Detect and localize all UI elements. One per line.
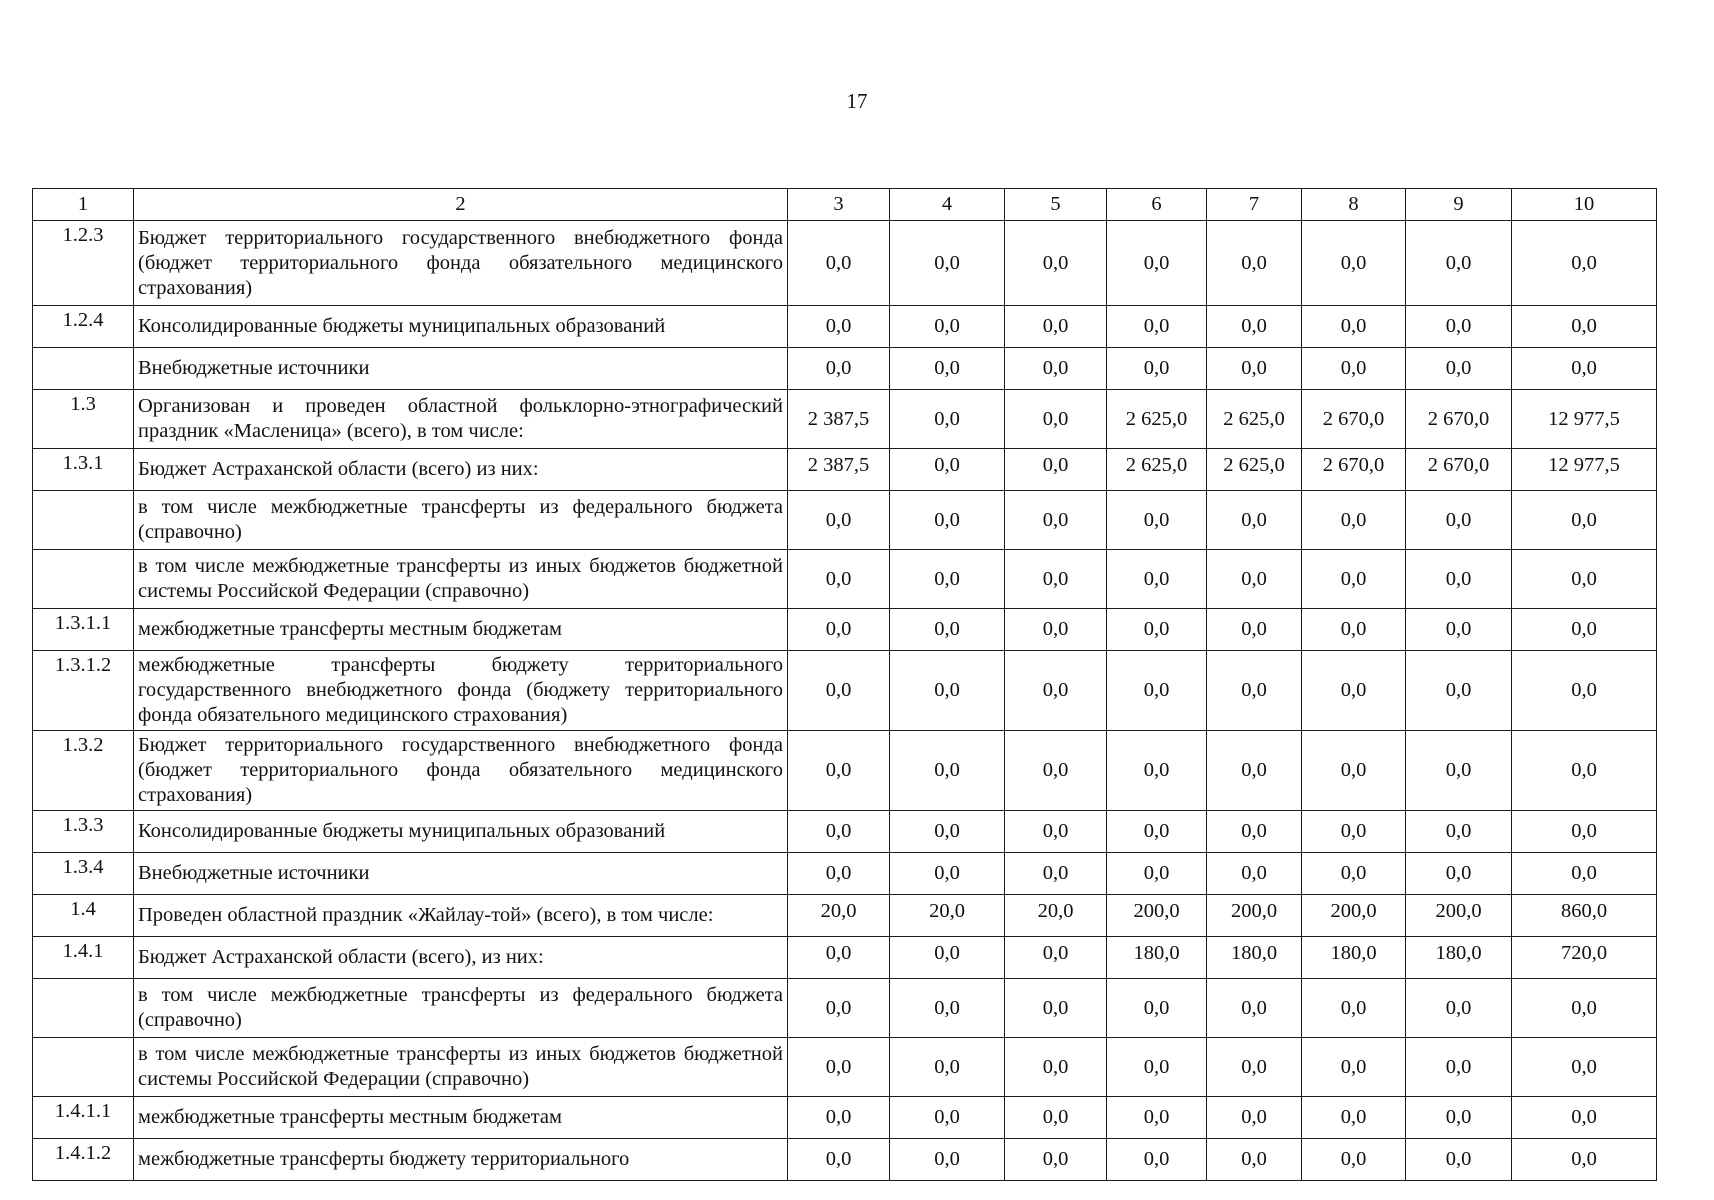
row-value: 2 387,5 (788, 449, 890, 491)
row-value: 0,0 (890, 853, 1005, 895)
row-name: в том числе межбюджетные трансферты из федерального бюджета (справочно) (134, 979, 788, 1038)
row-value: 0,0 (1512, 348, 1657, 390)
row-value: 0,0 (1207, 811, 1302, 853)
row-name: Бюджет территориального государственного внебюджетного фонда (бюджет территориального фонда обязательного медицинского страхования) (134, 221, 788, 306)
column-header: 2 (134, 189, 788, 221)
table-row (33, 651, 1657, 731)
row-code (33, 979, 134, 1038)
row-value: 2 625,0 (1207, 449, 1302, 491)
row-value: 12 977,5 (1512, 390, 1657, 449)
row-value: 0,0 (1207, 306, 1302, 348)
row-value: 180,0 (1207, 937, 1302, 979)
row-value: 0,0 (1302, 609, 1406, 651)
row-value: 0,0 (1207, 221, 1302, 306)
row-value: 0,0 (788, 1038, 890, 1097)
row-name: межбюджетные трансферты бюджету территориального государственного внебюджетного фонда (бюджету территориального фонда обязательного медицинского страхования) (134, 651, 788, 731)
row-value: 0,0 (1005, 1097, 1107, 1139)
row-value: 0,0 (1207, 491, 1302, 550)
row-name: Бюджет Астраханской области (всего) из них: (134, 449, 788, 491)
row-value: 0,0 (890, 979, 1005, 1038)
row-code: 1.3.4 (33, 853, 134, 895)
row-value: 0,0 (1406, 348, 1512, 390)
table-row (33, 731, 1657, 811)
row-value: 0,0 (1406, 811, 1512, 853)
table-row (33, 979, 1657, 1038)
row-value: 0,0 (788, 731, 890, 811)
row-value: 0,0 (1512, 221, 1657, 306)
row-value: 20,0 (1005, 895, 1107, 937)
table-row (33, 491, 1657, 550)
row-value: 0,0 (890, 731, 1005, 811)
row-value: 0,0 (1406, 651, 1512, 731)
row-value: 0,0 (1005, 979, 1107, 1038)
row-value: 0,0 (1107, 306, 1207, 348)
row-value: 0,0 (1107, 550, 1207, 609)
column-header: 7 (1207, 189, 1302, 221)
row-value: 20,0 (788, 895, 890, 937)
row-value: 0,0 (1207, 853, 1302, 895)
row-value: 2 387,5 (788, 390, 890, 449)
row-value: 0,0 (788, 348, 890, 390)
row-value: 0,0 (1107, 979, 1207, 1038)
row-value: 0,0 (1207, 1139, 1302, 1181)
row-value: 0,0 (1512, 1139, 1657, 1181)
row-value: 0,0 (1207, 979, 1302, 1038)
row-value: 0,0 (1207, 609, 1302, 651)
row-value: 0,0 (1302, 853, 1406, 895)
row-value: 0,0 (1512, 853, 1657, 895)
row-code: 1.4.1.1 (33, 1097, 134, 1139)
row-value: 0,0 (1512, 609, 1657, 651)
row-name: межбюджетные трансферты местным бюджетам (134, 1097, 788, 1139)
column-header: 9 (1406, 189, 1512, 221)
row-name: Проведен областной праздник «Жайлау-той» (всего), в том числе: (134, 895, 788, 937)
row-value: 200,0 (1406, 895, 1512, 937)
row-code (33, 1038, 134, 1097)
row-value: 0,0 (1005, 306, 1107, 348)
row-code: 1.4.1.2 (33, 1139, 134, 1181)
row-value: 0,0 (788, 306, 890, 348)
row-value: 0,0 (890, 937, 1005, 979)
row-value: 0,0 (1107, 811, 1207, 853)
table-row (33, 550, 1657, 609)
row-value: 0,0 (1406, 1038, 1512, 1097)
column-header: 6 (1107, 189, 1207, 221)
row-name: Бюджет территориального государственного внебюджетного фонда (бюджет территориального фонда обязательного медицинского страхования) (134, 731, 788, 811)
row-value: 0,0 (1406, 491, 1512, 550)
row-name: Внебюджетные источники (134, 853, 788, 895)
row-code: 1.3.1.1 (33, 609, 134, 651)
column-header: 10 (1512, 189, 1657, 221)
row-value: 0,0 (788, 651, 890, 731)
row-value: 0,0 (1107, 1139, 1207, 1181)
row-value: 0,0 (1207, 550, 1302, 609)
row-value: 0,0 (1512, 811, 1657, 853)
row-name: Организован и проведен областной фольклорно-этнографический праздник «Масленица» (всего), в том числе: (134, 390, 788, 449)
row-name: Консолидированные бюджеты муниципальных образований (134, 811, 788, 853)
row-value: 0,0 (1107, 1097, 1207, 1139)
row-code: 1.3 (33, 390, 134, 449)
table-row (33, 348, 1657, 390)
row-value: 0,0 (1005, 651, 1107, 731)
row-name: в том числе межбюджетные трансферты из иных бюджетов бюджетной системы Российской Федерации (справочно) (134, 1038, 788, 1097)
row-value: 720,0 (1512, 937, 1657, 979)
row-value: 0,0 (1107, 731, 1207, 811)
row-value: 0,0 (788, 853, 890, 895)
row-value: 0,0 (788, 1097, 890, 1139)
row-value: 2 625,0 (1107, 449, 1207, 491)
row-code (33, 550, 134, 609)
row-value: 0,0 (890, 1097, 1005, 1139)
table-row (33, 853, 1657, 895)
row-value: 0,0 (1302, 221, 1406, 306)
row-value: 2 625,0 (1207, 390, 1302, 449)
row-name: межбюджетные трансферты местным бюджетам (134, 609, 788, 651)
row-value: 0,0 (1005, 609, 1107, 651)
column-header: 4 (890, 189, 1005, 221)
row-value: 0,0 (1005, 1139, 1107, 1181)
row-value: 12 977,5 (1512, 449, 1657, 491)
row-value: 2 670,0 (1406, 390, 1512, 449)
row-name: в том числе межбюджетные трансферты из федерального бюджета (справочно) (134, 491, 788, 550)
row-value: 0,0 (1005, 348, 1107, 390)
row-value: 0,0 (1005, 937, 1107, 979)
row-value: 0,0 (788, 491, 890, 550)
row-value: 0,0 (1302, 306, 1406, 348)
table-row (33, 1038, 1657, 1097)
row-value: 0,0 (890, 609, 1005, 651)
row-value: 0,0 (1302, 731, 1406, 811)
row-value: 0,0 (1107, 221, 1207, 306)
column-header: 5 (1005, 189, 1107, 221)
row-value: 0,0 (1107, 491, 1207, 550)
row-name: Бюджет Астраханской области (всего), из них: (134, 937, 788, 979)
row-value: 200,0 (1302, 895, 1406, 937)
row-value: 0,0 (1512, 731, 1657, 811)
row-code: 1.3.1 (33, 449, 134, 491)
row-value: 0,0 (890, 1139, 1005, 1181)
table-header-row (33, 189, 1657, 221)
row-value: 0,0 (788, 609, 890, 651)
table-row (33, 1139, 1657, 1181)
row-value: 0,0 (1107, 853, 1207, 895)
row-value: 0,0 (788, 550, 890, 609)
row-code: 1.2.3 (33, 221, 134, 306)
row-value: 0,0 (1005, 491, 1107, 550)
row-value: 0,0 (1302, 979, 1406, 1038)
row-name: в том числе межбюджетные трансферты из иных бюджетов бюджетной системы Российской Федерации (справочно) (134, 550, 788, 609)
row-value: 200,0 (1107, 895, 1207, 937)
row-value: 0,0 (890, 811, 1005, 853)
table-row (33, 221, 1657, 306)
row-value: 0,0 (1005, 221, 1107, 306)
row-value: 0,0 (788, 811, 890, 853)
row-code: 1.3.1.2 (33, 651, 134, 731)
row-value: 2 670,0 (1302, 449, 1406, 491)
row-value: 0,0 (1107, 651, 1207, 731)
row-code: 1.2.4 (33, 306, 134, 348)
row-value: 0,0 (1005, 853, 1107, 895)
row-value: 0,0 (1406, 609, 1512, 651)
row-value: 0,0 (1207, 348, 1302, 390)
row-value: 0,0 (1107, 609, 1207, 651)
row-value: 0,0 (1406, 979, 1512, 1038)
row-value: 0,0 (1406, 306, 1512, 348)
row-code: 1.4 (33, 895, 134, 937)
table-row (33, 1097, 1657, 1139)
row-value: 2 625,0 (1107, 390, 1207, 449)
row-value: 0,0 (890, 651, 1005, 731)
row-value: 0,0 (1406, 853, 1512, 895)
row-value: 0,0 (890, 390, 1005, 449)
table-row (33, 937, 1657, 979)
row-value: 0,0 (890, 221, 1005, 306)
row-value: 0,0 (1005, 731, 1107, 811)
row-value: 200,0 (1207, 895, 1302, 937)
row-value: 0,0 (1406, 731, 1512, 811)
row-code (33, 348, 134, 390)
column-header: 8 (1302, 189, 1406, 221)
row-value: 2 670,0 (1406, 449, 1512, 491)
row-name: межбюджетные трансферты бюджету территориального (134, 1139, 788, 1181)
row-value: 0,0 (1512, 491, 1657, 550)
row-value: 0,0 (1005, 449, 1107, 491)
table-row (33, 609, 1657, 651)
row-value: 0,0 (1406, 221, 1512, 306)
page-number: 17 (846, 89, 868, 113)
row-code: 1.3.2 (33, 731, 134, 811)
row-value: 0,0 (1302, 1139, 1406, 1181)
row-value: 0,0 (1302, 651, 1406, 731)
row-value: 20,0 (890, 895, 1005, 937)
row-value: 0,0 (1005, 550, 1107, 609)
row-value: 0,0 (1302, 1097, 1406, 1139)
row-name: Консолидированные бюджеты муниципальных образований (134, 306, 788, 348)
row-value: 0,0 (1302, 1038, 1406, 1097)
row-value: 0,0 (1512, 306, 1657, 348)
row-code: 1.3.3 (33, 811, 134, 853)
row-value: 180,0 (1302, 937, 1406, 979)
row-value: 0,0 (1302, 811, 1406, 853)
row-value: 0,0 (1207, 1097, 1302, 1139)
table-row (33, 895, 1657, 937)
row-value: 0,0 (1406, 1097, 1512, 1139)
row-value: 0,0 (1512, 1097, 1657, 1139)
row-value: 0,0 (890, 449, 1005, 491)
table-row (33, 306, 1657, 348)
row-value: 0,0 (788, 1139, 890, 1181)
row-value: 0,0 (890, 306, 1005, 348)
row-value: 0,0 (1207, 651, 1302, 731)
column-header: 3 (788, 189, 890, 221)
table-row (33, 449, 1657, 491)
column-header: 1 (33, 189, 134, 221)
row-value: 180,0 (1107, 937, 1207, 979)
row-value: 0,0 (1512, 1038, 1657, 1097)
row-value: 0,0 (1406, 1139, 1512, 1181)
row-code: 1.4.1 (33, 937, 134, 979)
row-value: 0,0 (1512, 651, 1657, 731)
row-value: 0,0 (1207, 731, 1302, 811)
row-value: 0,0 (1005, 811, 1107, 853)
table-row (33, 390, 1657, 449)
row-value: 0,0 (890, 491, 1005, 550)
table-row (33, 811, 1657, 853)
row-value: 0,0 (1302, 491, 1406, 550)
row-value: 2 670,0 (1302, 390, 1406, 449)
row-value: 0,0 (1107, 1038, 1207, 1097)
row-value: 0,0 (1406, 550, 1512, 609)
row-value: 0,0 (890, 550, 1005, 609)
row-value: 0,0 (788, 221, 890, 306)
row-value: 0,0 (1512, 550, 1657, 609)
row-value: 860,0 (1512, 895, 1657, 937)
row-value: 0,0 (788, 937, 890, 979)
row-code (33, 491, 134, 550)
row-value: 0,0 (890, 348, 1005, 390)
budget-table (32, 188, 1657, 1181)
row-value: 0,0 (1107, 348, 1207, 390)
row-value: 0,0 (1512, 979, 1657, 1038)
row-name: Внебюджетные источники (134, 348, 788, 390)
row-value: 0,0 (1302, 348, 1406, 390)
row-value: 0,0 (1302, 550, 1406, 609)
row-value: 0,0 (1005, 390, 1107, 449)
row-value: 0,0 (890, 1038, 1005, 1097)
row-value: 0,0 (1207, 1038, 1302, 1097)
row-value: 0,0 (1005, 1038, 1107, 1097)
row-value: 0,0 (788, 979, 890, 1038)
row-value: 180,0 (1406, 937, 1512, 979)
